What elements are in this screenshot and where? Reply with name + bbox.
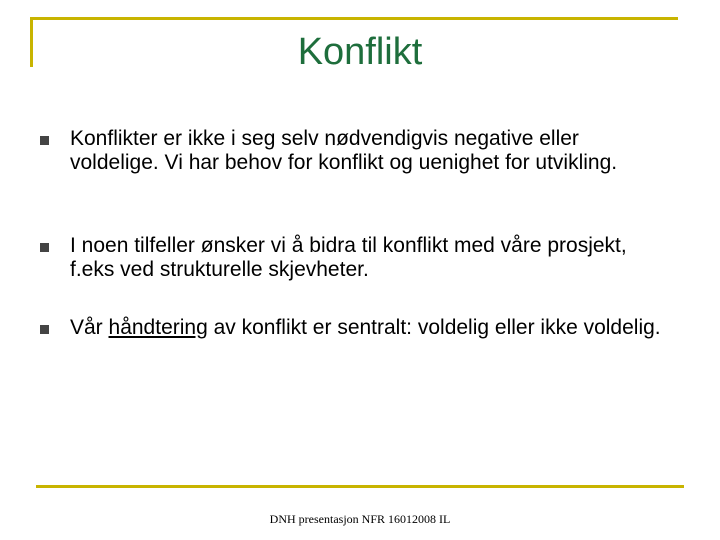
slide-title: Konflikt (297, 31, 423, 73)
bottom-rule (36, 485, 684, 488)
bullet-text-post: av konflikt er sentralt: voldelig eller ikke voldelig. (207, 316, 661, 339)
footer-text: DNH presentasjon NFR 16012008 IL (269, 512, 451, 526)
bullet-text-underlined: håndtering (108, 316, 208, 339)
top-rule (30, 17, 678, 20)
bullet-text (70, 316, 670, 340)
bullet-text-pre: Vår (70, 316, 109, 339)
bullet-marker (40, 325, 49, 334)
bullet-text: Konflikter er ikke i seg selv nødvendigvis negative eller voldelige. Vi har behov for konflikt og uenighet for utvikling. (70, 127, 618, 174)
bullet-marker (40, 136, 49, 145)
bullet-marker (40, 243, 49, 252)
bullet-text: I noen tilfeller ønsker vi å bidra til konflikt med våre prosjekt, f.eks ved strukturelle skjevheter. (70, 234, 627, 281)
